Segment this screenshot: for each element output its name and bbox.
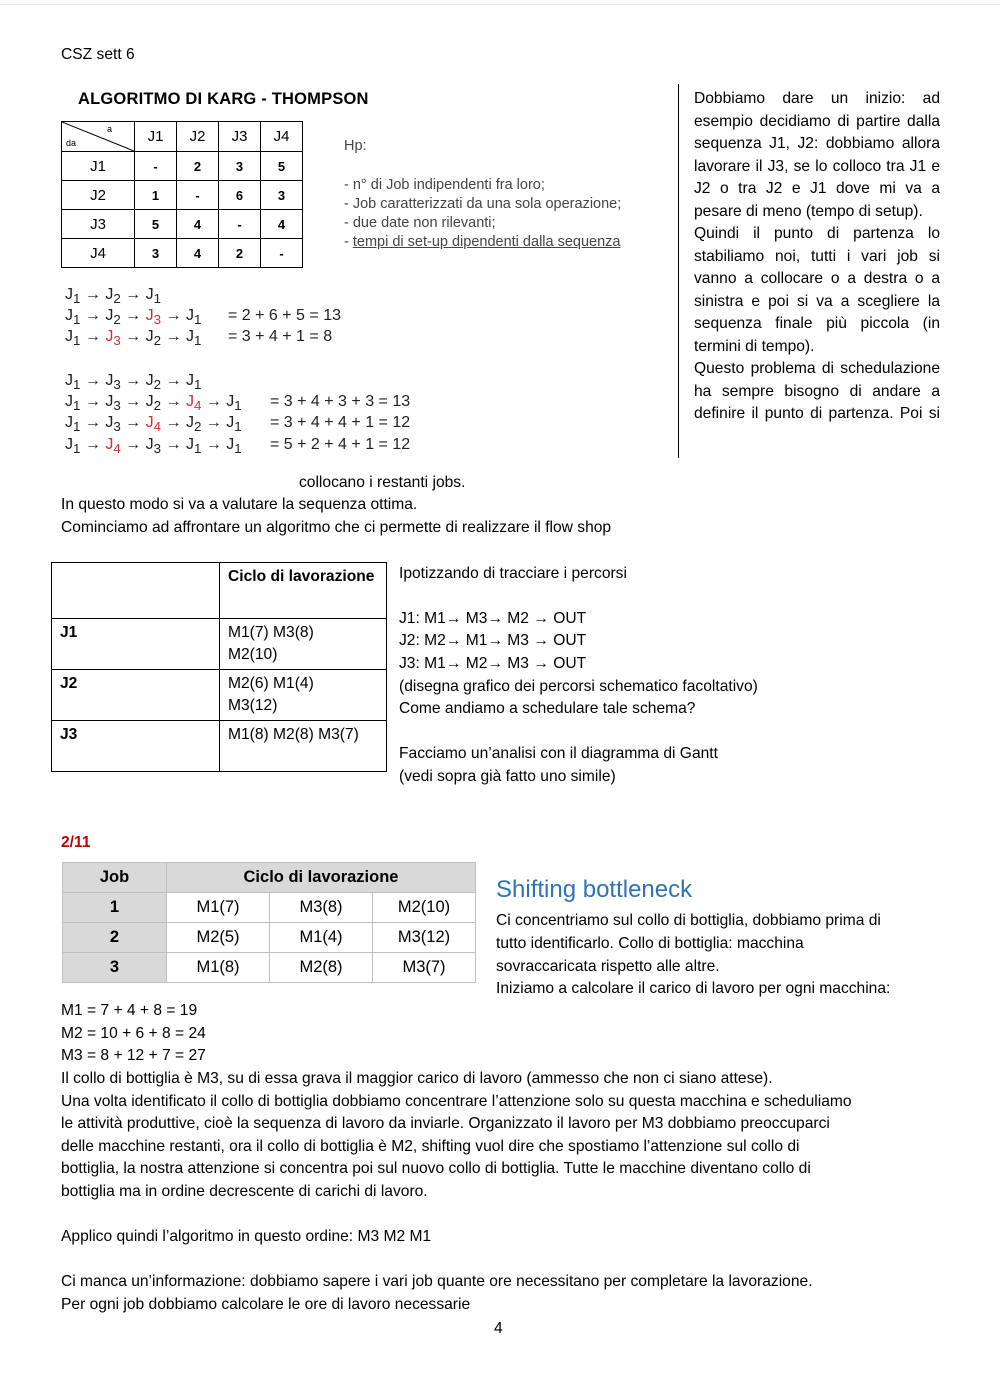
shifting-line: sovraccaricata rispetto alle altre. [496,958,720,975]
load-m3: M3 = 8 + 12 + 7 = 27 [61,1047,206,1064]
matrix-row: J1 - 2 3 5 [62,152,303,181]
percorsi-intro: Ipotizzando di tracciare i percorsi [399,565,627,582]
sequence-line: $J_1 \to J_3 \to J_2 \to J_1$ [65,372,202,393]
sequence-line: $J_1 \to J_2 \to J_1$ [65,286,162,307]
hypothesis-item: - Job caratterizzati da una sola operazione; [344,196,622,212]
sequence-eq: = 3 + 4 + 4 + 1 = 12 [270,414,411,431]
ciclo-table [51,562,387,772]
side-paragraph: Quindi il punto di partenza lo stabiliamo noi, tutti i vari job si vanno a collocare o a destra o a sinistra e poi si va a scegliere la sequenza finale più piccola (in termini di tempo). [694,225,940,355]
sequence-eq: = 3 + 4 + 1 = 8 [228,328,333,345]
body-line: bottiglia ma in ordine decrescente di carichi di lavoro. [61,1183,428,1200]
setup-matrix [61,121,303,268]
sequence-eq: = 5 + 2 + 4 + 1 = 12 [270,436,411,453]
body-line: le attività produttive, cioè la sequenza di lavoro da inviarle. Organizzato il lavoro per M3 dobbiamo preoccuparci [61,1115,830,1132]
matrix-corner [62,122,135,152]
percorso-j2: J2: M2→ M1→ M3 → OUT [399,632,587,649]
corner-a: a [106,124,112,134]
page-number: 4 [494,1320,503,1337]
gantt-line: Facciamo un’analisi con il diagramma di Gantt [399,745,718,762]
body-line: Il collo di bottiglia è M3, su di essa grava il maggior carico di lavoro (ammesso che non ci siano attese). [61,1070,773,1087]
text-line: In questo modo si va a valutare la sequenza ottima. [61,496,418,513]
hp-label: Hp: [344,138,367,154]
sequence-line: $J_1 \to J_4 \to J_3 \to J_1 \to J_1$ [65,436,242,457]
body-line: Una volta identificato il collo di bottiglia dobbiamo concentrare l’attenzione solo su questa macchina e scheduliamo [61,1093,852,1110]
hypotheses-list [344,176,621,252]
table-row: J3 M1(8) M2(8) M3(7) [52,721,387,772]
corner-da: da [66,138,77,148]
side-paragraph: Questo problema di schedulazione ha sempre bisogno di andare a definire il punto di partenza. Poi si [694,360,940,422]
load-m2: M2 = 10 + 6 + 8 = 24 [61,1025,206,1042]
body-line: Applico quindi l’algoritmo in questo ordine: M3 M2 M1 [61,1228,432,1245]
sequence-line: $J_1 \to J_3 \to J_2 \to J_1$ [65,328,202,349]
hypothesis-item: - n° di Job indipendenti fra loro; [344,177,545,193]
table-row: 3 M1(8) M2(8) M3(7) [63,953,476,983]
matrix-row: J3 5 4 - 4 [62,210,303,239]
sequence-line: $J_1 \to J_2 \to J_3 \to J_1$ [65,307,202,328]
hypothesis-item: - tempi di set-up dipendenti dalla sequenza [344,234,621,250]
body-line: Ci manca un’informazione: dobbiamo sapere i vari job quante ore necessitano per completare la lavorazione. [61,1273,813,1290]
continuation-text: collocano i restanti jobs. [299,474,466,491]
matrix-row: J4 3 4 2 - [62,239,303,268]
shifting-line: tutto identificarlo. Collo di bottiglia: macchina [496,935,804,952]
percorsi-note: (disegna grafico dei percorsi schematico facoltativo) [399,678,758,695]
top-rule [0,4,1000,5]
load-m1: M1 = 7 + 4 + 8 = 19 [61,1002,198,1019]
shifting-title: Shifting bottleneck [496,876,693,903]
column-divider [678,84,679,458]
sequence-line: $J_1 \to J_3 \to J_2 \to J_4 \to J_1$ [65,393,242,414]
table-row: J1 M1(7) M3(8) M2(10) [52,619,387,670]
side-notes [694,88,940,426]
table-row: Job Ciclo di lavorazione [63,863,476,893]
table-row: 1 M1(7) M3(8) M2(10) [63,893,476,923]
matrix-row: J2 1 - 6 3 [62,181,303,210]
matrix-col-header: J4 [261,122,303,152]
hypothesis-item: - due date non rilevanti; [344,215,496,231]
percorso-j1: J1: M1→ M3→ M2 → OUT [399,610,587,627]
job-table [62,862,476,983]
table-row: 2 M2(5) M1(4) M3(12) [63,923,476,953]
shifting-line: Ci concentriamo sul collo di bottiglia, dobbiamo prima di [496,912,881,929]
page-header: CSZ sett 6 [61,46,135,63]
percorsi-question: Come andiamo a schedulare tale schema? [399,700,696,717]
matrix-col-header: J1 [135,122,177,152]
side-paragraph: Dobbiamo dare un inizio: ad esempio decidiamo di partire dalla sequenza J1, J2: dobbiamo allora lavorare il J3, se lo colloco tra J1 e J2 o tra J2 e J1 dove mi va a pesare di meno (tempo di setup). [694,90,940,220]
body-line: bottiglia, la nostra attenzione si concentra poi sul nuovo collo di bottiglia. Tutte le macchine diventano collo di [61,1160,811,1177]
table-row: J2 M2(6) M1(4) M3(12) [52,670,387,721]
gantt-line: (vedi sopra già fatto uno simile) [399,768,616,785]
table-row: Ciclo di lavorazione [52,563,387,619]
shifting-line: Iniziamo a calcolare il carico di lavoro per ogni macchina: [496,980,891,997]
body-line: Per ogni job dobbiamo calcolare le ore di lavoro necessarie [61,1296,471,1313]
karg-title: ALGORITMO DI KARG - THOMPSON [78,90,369,108]
section-date: 2/11 [61,834,91,851]
matrix-col-header: J2 [177,122,219,152]
text-line: Cominciamo ad affrontare un algoritmo che ci permette di realizzare il flow shop [61,519,612,536]
percorso-j3: J3: M1→ M2→ M3 → OUT [399,655,587,672]
matrix-col-header: J3 [219,122,261,152]
sequence-eq: = 2 + 6 + 5 = 13 [228,307,341,324]
sequence-line: $J_1 \to J_3 \to J_4 \to J_2 \to J_1$ [65,414,242,435]
sequence-eq: = 3 + 4 + 3 + 3 = 13 [270,393,411,410]
body-line: delle macchine restanti, ora il collo di bottiglia è M2, shifting vuol dire che spostiamo l’attenzione sul collo di [61,1138,800,1155]
